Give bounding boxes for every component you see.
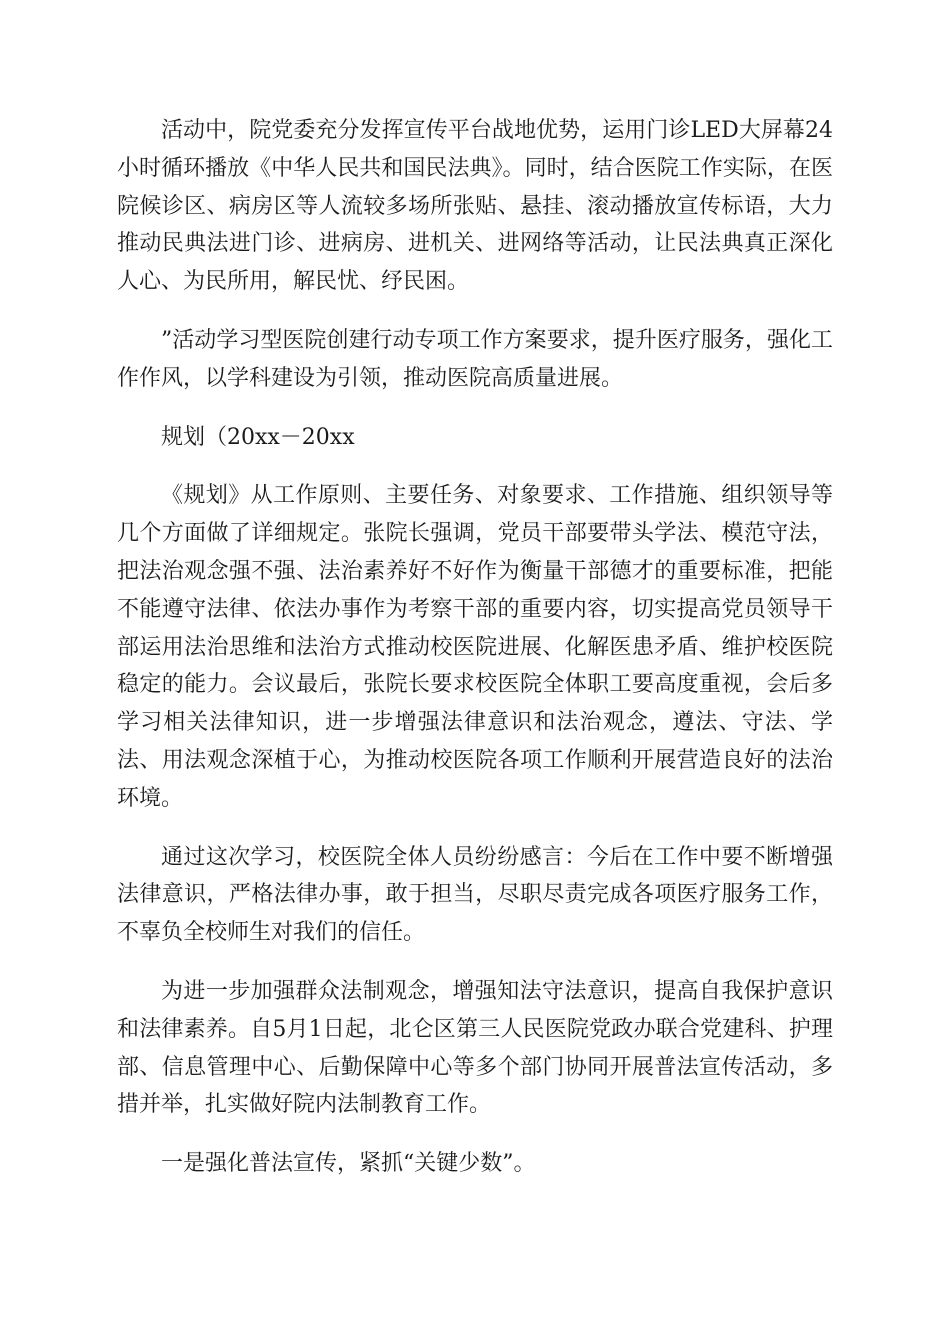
paragraph-plan-heading: 规划（20xx－20xx	[161, 424, 355, 450]
paragraph-legal-campaign: 为进一步加强群众法制观念，增强知法守法意识，提高自我保护意识和法律素养。自5月1日起，北仑区第三人民医院党政办联合党建科、护理部、信息管理中心、后勤保障中心等多个部门协同开展普法宣传活动，多措并举，扎实做好院内法制教育工作。	[117, 978, 833, 1118]
paragraph-led-screen: 活动中，院党委充分发挥宣传平台战地优势，运用门诊LED大屏幕24小时循环播放《中华人民共和国民法典》。同时，结合医院工作实际，在医院候诊区、病房区等人流较多场所张贴、悬挂、滚动播放宣传标语，大力推动民典法进门诊、进病房、进机关、进网络等活动，让民法典真正深化人心、为民所用，解民忧、纾民困。	[117, 118, 833, 295]
paragraph-study-feedback: 通过这次学习，校医院全体人员纷纷感言：今后在工作中要不断增强法律意识，严格法律办事，敢于担当，尽职尽责完成各项医疗服务工作，不辜负全校师生对我们的信任。	[117, 844, 833, 946]
paragraph-plan-details: 《规划》从工作原则、主要任务、对象要求、工作措施、组织领导等几个方面做了详细规定。张院长强调，党员干部要带头学法、模范守法，把法治观念强不强、法治素养好不好作为衡量干部德才的重要标准，把能不能遵守法律、依法办事作为考察干部的重要内容，切实提高党员领导干部运用法治思维和法治方式推动校医院进展、化解医患矛盾、维护校医院稳定的能力。会议最后，张院长要求校医院全体职工要高度重视，会后多学习相关法律知识，进一步增强法律意识和法治观念，遵法、守法、学法、用法观念深植于心，为推动校医院各项工作顺利开展营造良好的法治环境。	[117, 483, 833, 811]
paragraph-first-measure: 一是强化普法宣传，紧抓“关键少数”。	[161, 1151, 536, 1177]
paragraph-learning-hospital: ”活动学习型医院创建行动专项工作方案要求，提升医疗服务，强化工作作风，以学科建设为引领，推动医院高质量进展。	[117, 327, 833, 391]
document-body	[117, 112, 833, 1204]
